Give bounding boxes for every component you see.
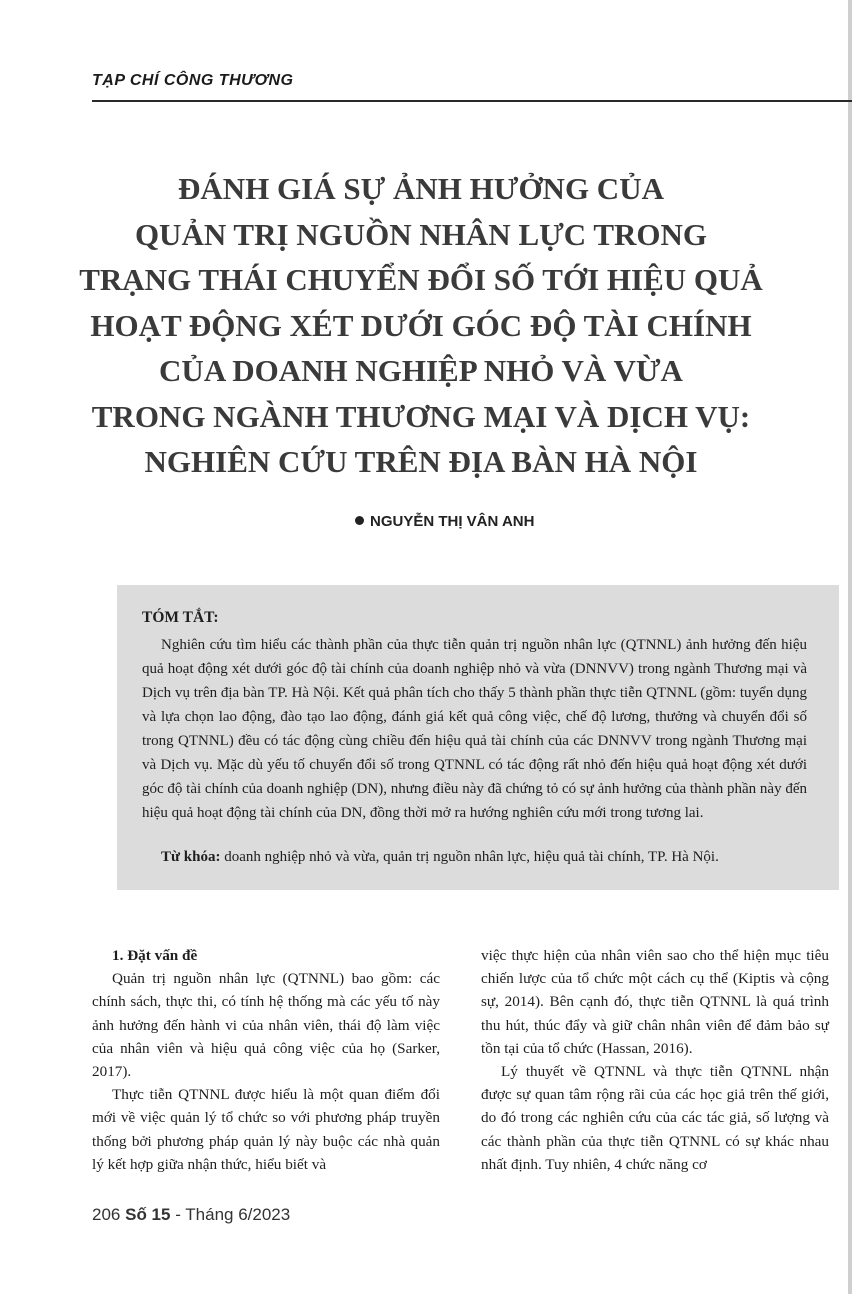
keywords-label: Từ khóa: [161,849,221,865]
paragraph: Thực tiễn QTNNL được hiểu là một quan điểm đổi mới về việc quản lý tổ chức so với phương pháp truyền thống bởi phương pháp quản lý này buộc các nhà quản lý kết hợp giữa nhận thức, hiểu biết và [92,1086,440,1173]
section-heading: 1. Đặt vấn đề [112,947,198,964]
title-line: ĐÁNH GIÁ SỰ ẢNH HƯỞNG CỦA [178,171,664,206]
title-line: HOẠT ĐỘNG XÉT DƯỚI GÓC ĐỘ TÀI CHÍNH [90,307,752,343]
paragraph: Lý thuyết về QTNNL và thực tiễn QTNNL nhận được sự quan tâm rộng rãi của các học giả trên thế giới, do đó trong các nghiên cứu của các tác giả, số lượng và các thành phần của thực tiễn QTNNL có sự khác nhau nhất định. Tuy nhiên, 4 chức năng cơ [481,1063,829,1173]
title-line: QUẢN TRỊ NGUỒN NHÂN LỰC TRONG [134,216,708,252]
author-name: NGUYỄN THỊ VÂN ANH [370,513,535,530]
page-edge-shadow [848,0,852,1294]
abstract-text: Nghiên cứu tìm hiểu các thành phần của thực tiễn quản trị nguồn nhân lực (QTNNL) ảnh hưởng đến hiệu quả hoạt động xét dưới góc độ tài chính của doanh nghiệp nhỏ và vừa (DNNVV) trong ngành Thương mại và Dịch vụ trên địa bàn TP. Hà Nội. Kết quả phân tích cho thấy 5 thành phần thực tiễn QTNNL (gồm: tuyển dụng và lựa chọn lao động, đào tạo lao động, đánh giá kết quả công việc, chế độ lương, thưởng và chuyển đổi số trong QTNNL) đều có tác động cùng chiều đến hiệu quả tài chính của các DNNVV trong ngành Thương mại và Dịch vụ. Mặc dù yếu tố chuyển đổi số trong QTNNL có tác động rất nhỏ đến hiệu quả hoạt động xét dưới góc độ tài chính của doanh nghiệp (DN), nhưng điều này đã chứng tỏ có sự ảnh hưởng của thành phần này đến hiệu quả hoạt động tài chính của DN, đồng thời mở ra hướng nghiên cứu mới trong tương lai. [142,637,807,821]
page-footer [92,1205,290,1225]
body-column-right [481,944,829,1176]
title-line: TRẠNG THÁI CHUYỂN ĐỔI SỐ TỚI HIỆU QUẢ [79,262,763,297]
title-line: NGHIÊN CỨU TRÊN ĐỊA BÀN HÀ NỘI [144,444,698,479]
abstract-heading: TÓM TẮT: [142,609,219,626]
journal-name: TẠP CHÍ CÔNG THƯƠNG [92,72,294,89]
author-line [355,513,534,530]
header-rule [92,100,852,102]
article-title [60,166,782,485]
paragraph: việc thực hiện của nhân viên sao cho thể hiện mục tiêu chiến lược của tổ chức một cách cụ thể (Kiptis và cộng sự, 2014). Bên cạnh đó, thực tiễn QTNNL là quá trình thu hút, thúc đẩy và giữ chân nhân viên để đảm bảo sự tồn tại của tổ chức (Hassan, 2016). [481,947,829,1057]
keywords [142,845,812,869]
title-line: CỦA DOANH NGHIỆP NHỎ VÀ VỪA [159,353,683,388]
issue-number: Số 15 [125,1205,171,1224]
bullet-icon [355,516,364,525]
title-line: TRONG NGÀNH THƯƠNG MẠI VÀ DỊCH VỤ: [91,398,751,434]
keywords-text: doanh nghiệp nhỏ và vừa, quản trị nguồn nhân lực, hiệu quả tài chính, TP. Hà Nội. [220,849,719,865]
issue-date: - Tháng 6/2023 [170,1205,291,1224]
paragraph: Quản trị nguồn nhân lực (QTNNL) bao gồm: các chính sách, thực thi, có tính hệ thống mà các yếu tố này ảnh hưởng đến hành vi của nhân viên, thái độ làm việc của nhân viên và hiệu quả công việc của họ (Sarker, 2017). [92,970,440,1081]
body-column-left [92,944,440,1176]
page-number: 206 [92,1205,121,1224]
